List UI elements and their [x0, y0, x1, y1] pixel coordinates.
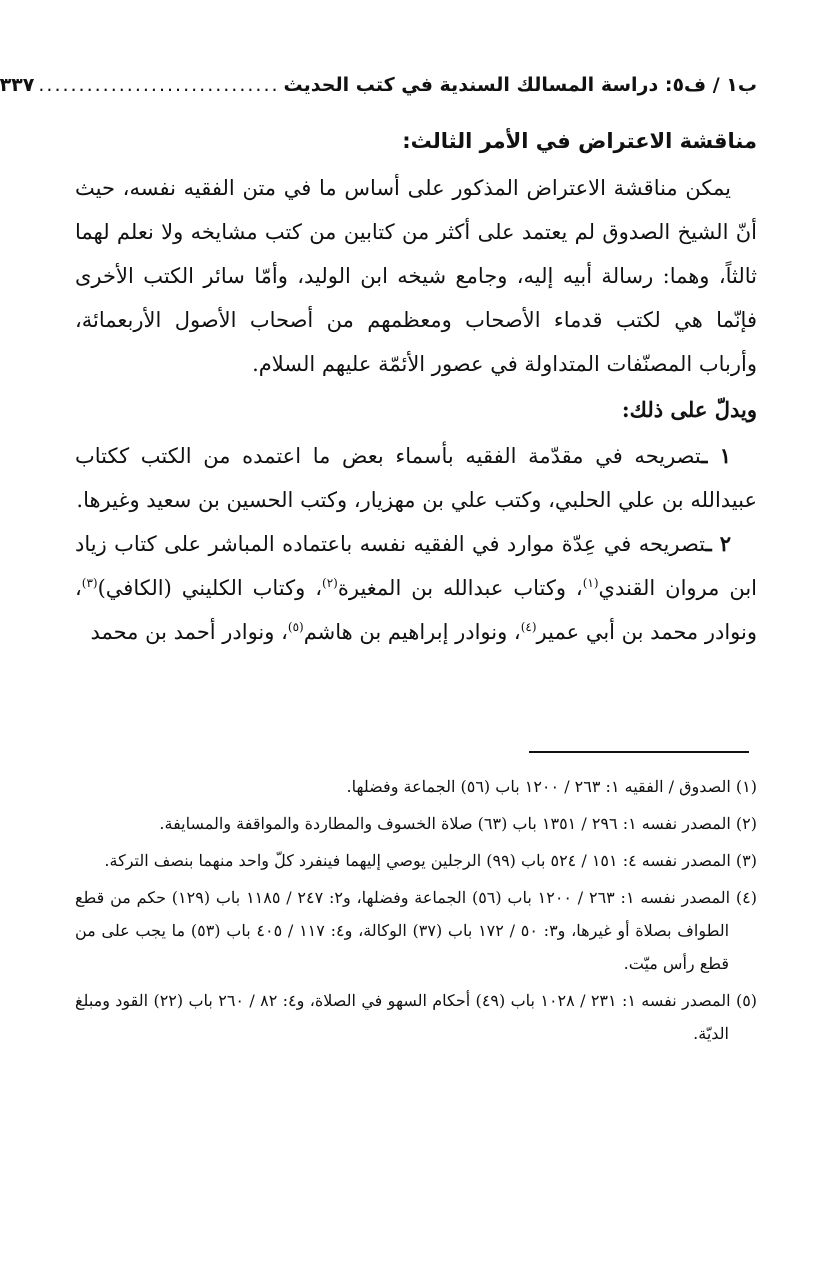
- list-item-1: [75, 434, 757, 522]
- footnotes: [75, 770, 757, 1054]
- list-item-2-text-f: ، ونوادر أحمد بن محمد: [90, 620, 288, 644]
- list-item-2: [75, 522, 757, 654]
- section-title: مناقشة الاعتراض في الأمر الثالث:: [402, 129, 757, 153]
- header-title: : دراسة المسالك السندية في كتب الحديث: [283, 74, 673, 96]
- footnote-3: (٣) المصدر نفسه ٤: ١٥١ / ٥٢٤ باب (٩٩) الرجلين يوصي إليهما فينفرد كلّ واحد منهما بنصف التركة.: [104, 851, 757, 870]
- list-item-2-text-a: تصريحه في عِدّة موارد في الفقيه نفسه باعتماده المباشر على كتاب زياد ابن مروان القندي: [75, 532, 757, 600]
- footnote-2: (٢) المصدر نفسه ١: ٢٩٦ / ١٣٥١ باب (٦٣) صلاة الخسوف والمطاردة والمواقفة والمسايفة.: [159, 814, 757, 833]
- page-number: ٣٣٧: [0, 74, 35, 96]
- sub-title: ويدلّ على ذلك:: [621, 397, 757, 422]
- footnote-4: (٤) المصدر نفسه ١: ٢٦٣ / ١٢٠٠ باب (٥٦) الجماعة وفضلها، و٢: ٢٤٧ / ١١٨٥ باب (١٢٩) حكم من قطع الطواف بصلاة أو غيرها، و٣: ٥٠ / ١٧٢ باب (٣٧) الوكالة، و٤: ١١٧ / ٤٠٥ باب (٥٣) ما يجب على من قطع رأس ميّت.: [75, 888, 757, 973]
- header-chapter-title: [284, 68, 757, 102]
- list-item-2-text-d: ، ونوادر محمد بن أبي عمير: [75, 576, 757, 644]
- list-item-2-text-e: ، ونوادر إبراهيم بن هاشم: [303, 620, 521, 644]
- footnote-ref-2[interactable]: (٢): [322, 576, 338, 590]
- header-leader-dots: ..............................: [38, 74, 280, 96]
- list-item-1-text: تصريحه في مقدّمة الفقيه بأسماء بعض ما اعتمده من الكتب ككتاب عبيدالله بن علي الحلبي، وكتب علي بن مهزيار، وكتب الحسين بن سعيد وغيرها.: [75, 444, 757, 512]
- running-header: [0, 68, 757, 102]
- list-item-2-text-b: ، وكتاب عبدالله بن المغيرة: [337, 576, 583, 600]
- footnote-5: (٥) المصدر نفسه ١: ٢٣١ / ١٠٢٨ باب (٤٩) أحكام السهو في الصلاة، و٤: ٨٢ / ٢٦٠ باب (٢٢) القود ومبلغ الديّة.: [75, 991, 758, 1043]
- list-item-2-text-c: ، وكتاب الكليني (الكافي): [97, 576, 323, 600]
- list-item-2-number: ٢ ـ: [705, 531, 732, 556]
- footnote-ref-1[interactable]: (١): [582, 576, 599, 590]
- footnote-1: (١) الصدوق / الفقيه ١: ٢٦٣ / ١٢٠٠ باب (٥٦) الجماعة وفضلها.: [346, 777, 757, 796]
- footnote-ref-3[interactable]: (٣): [81, 576, 98, 590]
- paragraph-1: يمكن مناقشة الاعتراض المذكور على أساس ما في متن الفقيه نفسه، حيث أنّ الشيخ الصدوق لم يعتمد على أكثر من كتابين من كتب مشايخه ولا نعلم لهما ثالثاً، وهما: رسالة أبيه إليه، وجامع شيخه ابن الوليد، وأمّا سائر الكتب الأخرى فإنّما هي لكتب قدماء الأصحاب ومعظمهم من أصحاب الأصول الأربعمائة، وأرباب المصنّفات المتداولة في عصور الأئمّة عليهم السلام.: [75, 176, 757, 376]
- list-item-1-number: ١ ـ: [701, 443, 731, 468]
- footnote-ref-4[interactable]: (٤): [520, 620, 537, 634]
- page-content: [0, 68, 757, 654]
- footnote-ref-5[interactable]: (٥): [287, 620, 304, 634]
- footnote-separator: [529, 751, 749, 753]
- header-chapter-ref: ب١ / ف٥: [672, 74, 757, 96]
- body-text: [75, 166, 757, 654]
